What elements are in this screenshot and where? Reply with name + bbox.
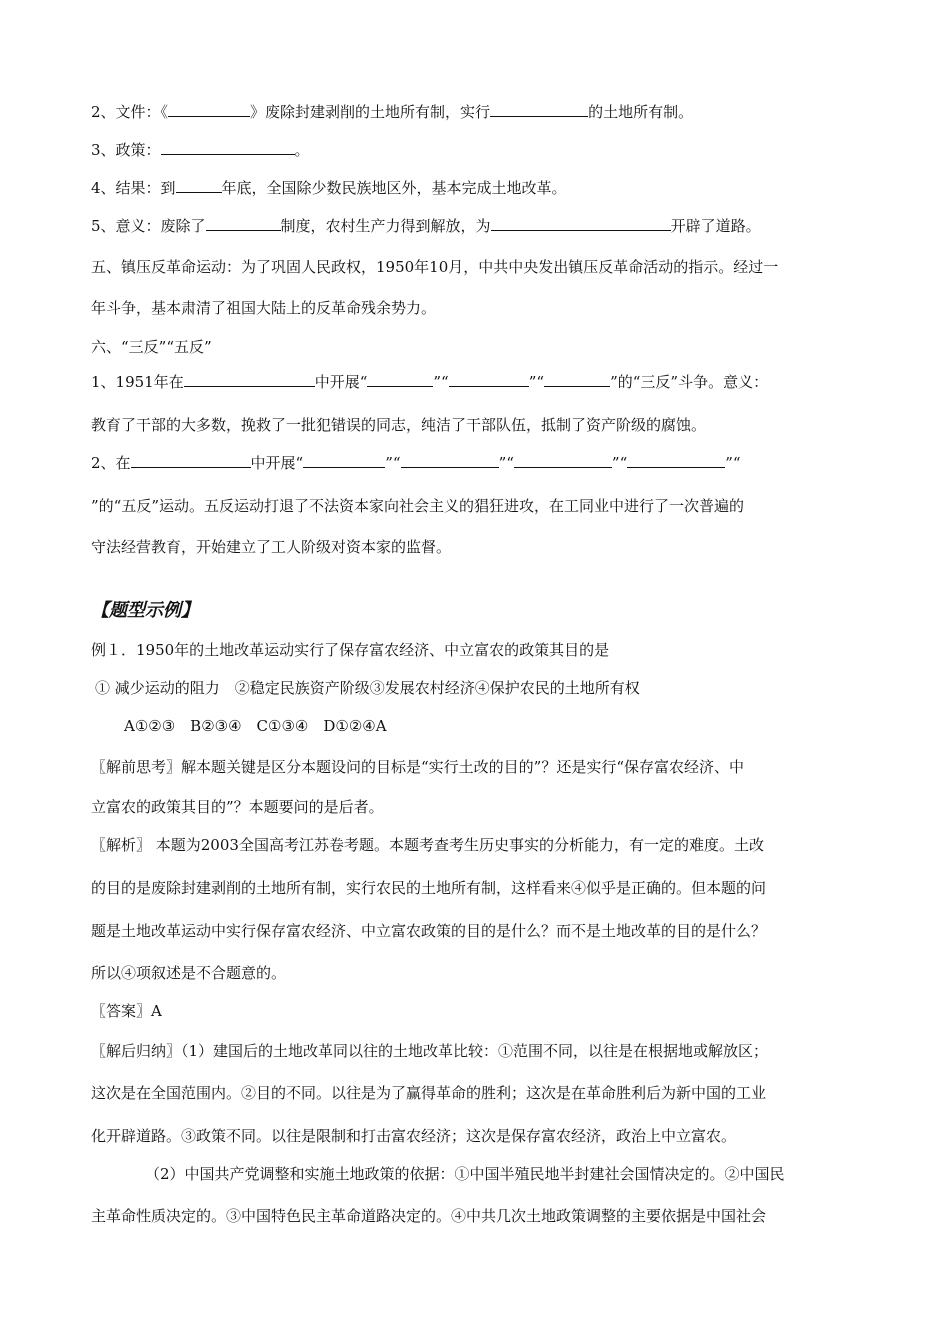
text-segment: ”“ xyxy=(385,454,401,472)
summary-line: （2）中国共产党调整和实施土地政策的依据：①中国半殖民地半封建社会国情决定的。②中国民 xyxy=(145,1165,785,1183)
text-segment: ”“ xyxy=(433,373,449,391)
fill-blank xyxy=(206,215,281,231)
example-choices: A①②③ B②③④ C①③④ D①②④A xyxy=(124,717,387,735)
text-segment: ”“ xyxy=(725,454,741,472)
fill-blank xyxy=(490,101,588,117)
land-reform-policy-line xyxy=(91,139,310,161)
fill-blank xyxy=(303,452,385,468)
text-segment: 中开展“ xyxy=(250,454,304,472)
text-segment: 2、文件：《 xyxy=(91,103,169,121)
fill-blank xyxy=(401,452,499,468)
text-segment: ”“ xyxy=(528,373,545,391)
fill-blank xyxy=(449,371,529,387)
five-anti-line xyxy=(91,452,741,474)
text-segment: 年底，全国除少数民族地区外，基本完成土地改革。 xyxy=(221,179,567,197)
fill-blank xyxy=(491,215,671,231)
summary-line: 主革命性质决定的。③中国特色民主革命道路决定的。④中共几次土地政策调整的主要依据是中国社会 xyxy=(91,1207,767,1225)
paragraph-line: 五、镇压反革命运动：为了巩固人民政权，1950年10月，中共中央发出镇压反革命活动的指示。经过一 xyxy=(91,258,779,276)
section-title: 六、“三反”“五反” xyxy=(91,338,212,356)
example-question: 例１．1950年的土地改革运动实行了保存富农经济、中立富农的政策其目的是 xyxy=(91,641,610,659)
fill-blank xyxy=(131,452,251,468)
text-segment: 。 xyxy=(294,141,310,159)
example-section-heading: 【题型示例】 xyxy=(91,600,199,621)
paragraph-line: 教育了干部的大多数，挽救了一批犯错误的同志，纯洁了干部队伍，抵制了资产阶级的腐蚀。 xyxy=(91,416,707,434)
text-segment: 中开展“ xyxy=(314,373,368,391)
analysis-line: 〖解析〗 本题为2003全国高考江苏卷考题。本题考查考生历史事实的分析能力，有一定的难度。土改 xyxy=(91,836,764,854)
text-segment: ”的“三反”斗争。意义： xyxy=(610,373,769,391)
text-segment: 》废除封建剥削的土地所有制，实行 xyxy=(250,103,491,121)
text-segment: 开辟了道路。 xyxy=(670,217,761,235)
fill-blank xyxy=(161,139,295,155)
paragraph-line: ”的“五反”运动。五反运动打退了不法资本家向社会主义的猖狂进攻，在工同业中进行了一次普遍的 xyxy=(91,497,745,515)
analysis-line: 题是土地改革运动中实行保存富农经济、中立富农政策的目的是什么？而不是土地改革的目的是什么？ xyxy=(91,922,767,940)
summary-line: 这次是在全国范围内。②目的不同。以往是为了赢得革命的胜利；这次是在革命胜利后为新中国的工业 xyxy=(91,1084,767,1102)
text-segment: 4、结果：到 xyxy=(91,179,176,197)
paragraph-line: 年斗争，基本肃清了祖国大陆上的反革命残余势力。 xyxy=(91,299,437,317)
three-anti-line xyxy=(91,371,768,393)
pre-thinking-line: 〖解前思考〗解本题关键是区分本题设问的目标是“实行土改的目的”？还是实行“保存富农经济、中 xyxy=(91,758,745,776)
text-segment: 的土地所有制。 xyxy=(588,103,694,121)
fill-blank xyxy=(514,452,612,468)
text-segment: ”“ xyxy=(498,454,514,472)
fill-blank xyxy=(627,452,725,468)
analysis-line: 所以④项叙述是不合题意的。 xyxy=(91,964,287,982)
text-segment: 3、政策： xyxy=(91,141,161,159)
text-segment: ”“ xyxy=(611,454,628,472)
fill-blank xyxy=(184,371,315,387)
fill-blank xyxy=(168,101,250,117)
fill-blank xyxy=(544,371,610,387)
text-segment: 2、在 xyxy=(91,454,131,472)
paragraph-line: 守法经营教育，开始建立了工人阶级对资本家的监督。 xyxy=(91,538,452,556)
summary-line: 〖解后归纳〗（1）建国后的土地改革同以往的土地改革比较：①范围不同，以往是在根据地或解放区； xyxy=(91,1042,769,1060)
analysis-line: 的目的是废除封建剥削的土地所有制，实行农民的土地所有制，这样看来④似乎是正确的。但本题的问 xyxy=(91,879,767,897)
land-reform-significance-line xyxy=(91,215,761,237)
summary-line: 化开辟道路。③政策不同。以往是限制和打击富农经济；这次是保存富农经济，政治上中立富农。 xyxy=(91,1127,737,1145)
text-segment: 制度，农村生产力得到解放，为 xyxy=(280,217,491,235)
text-segment: 5、意义：废除了 xyxy=(91,217,206,235)
example-options: ① 减少运动的阻力 ②稳定民族资产阶级③发展农村经济④保护农民的土地所有权 xyxy=(95,679,640,697)
answer-line: 〖答案〗A xyxy=(91,1002,162,1020)
text-segment: 1、1951年在 xyxy=(91,373,184,391)
fill-blank xyxy=(176,177,222,193)
fill-blank xyxy=(367,371,433,387)
land-reform-result-line xyxy=(91,177,567,199)
pre-thinking-line: 立富农的政策其目的”？本题要问的是后者。 xyxy=(91,798,384,816)
land-reform-document-line xyxy=(91,101,693,123)
